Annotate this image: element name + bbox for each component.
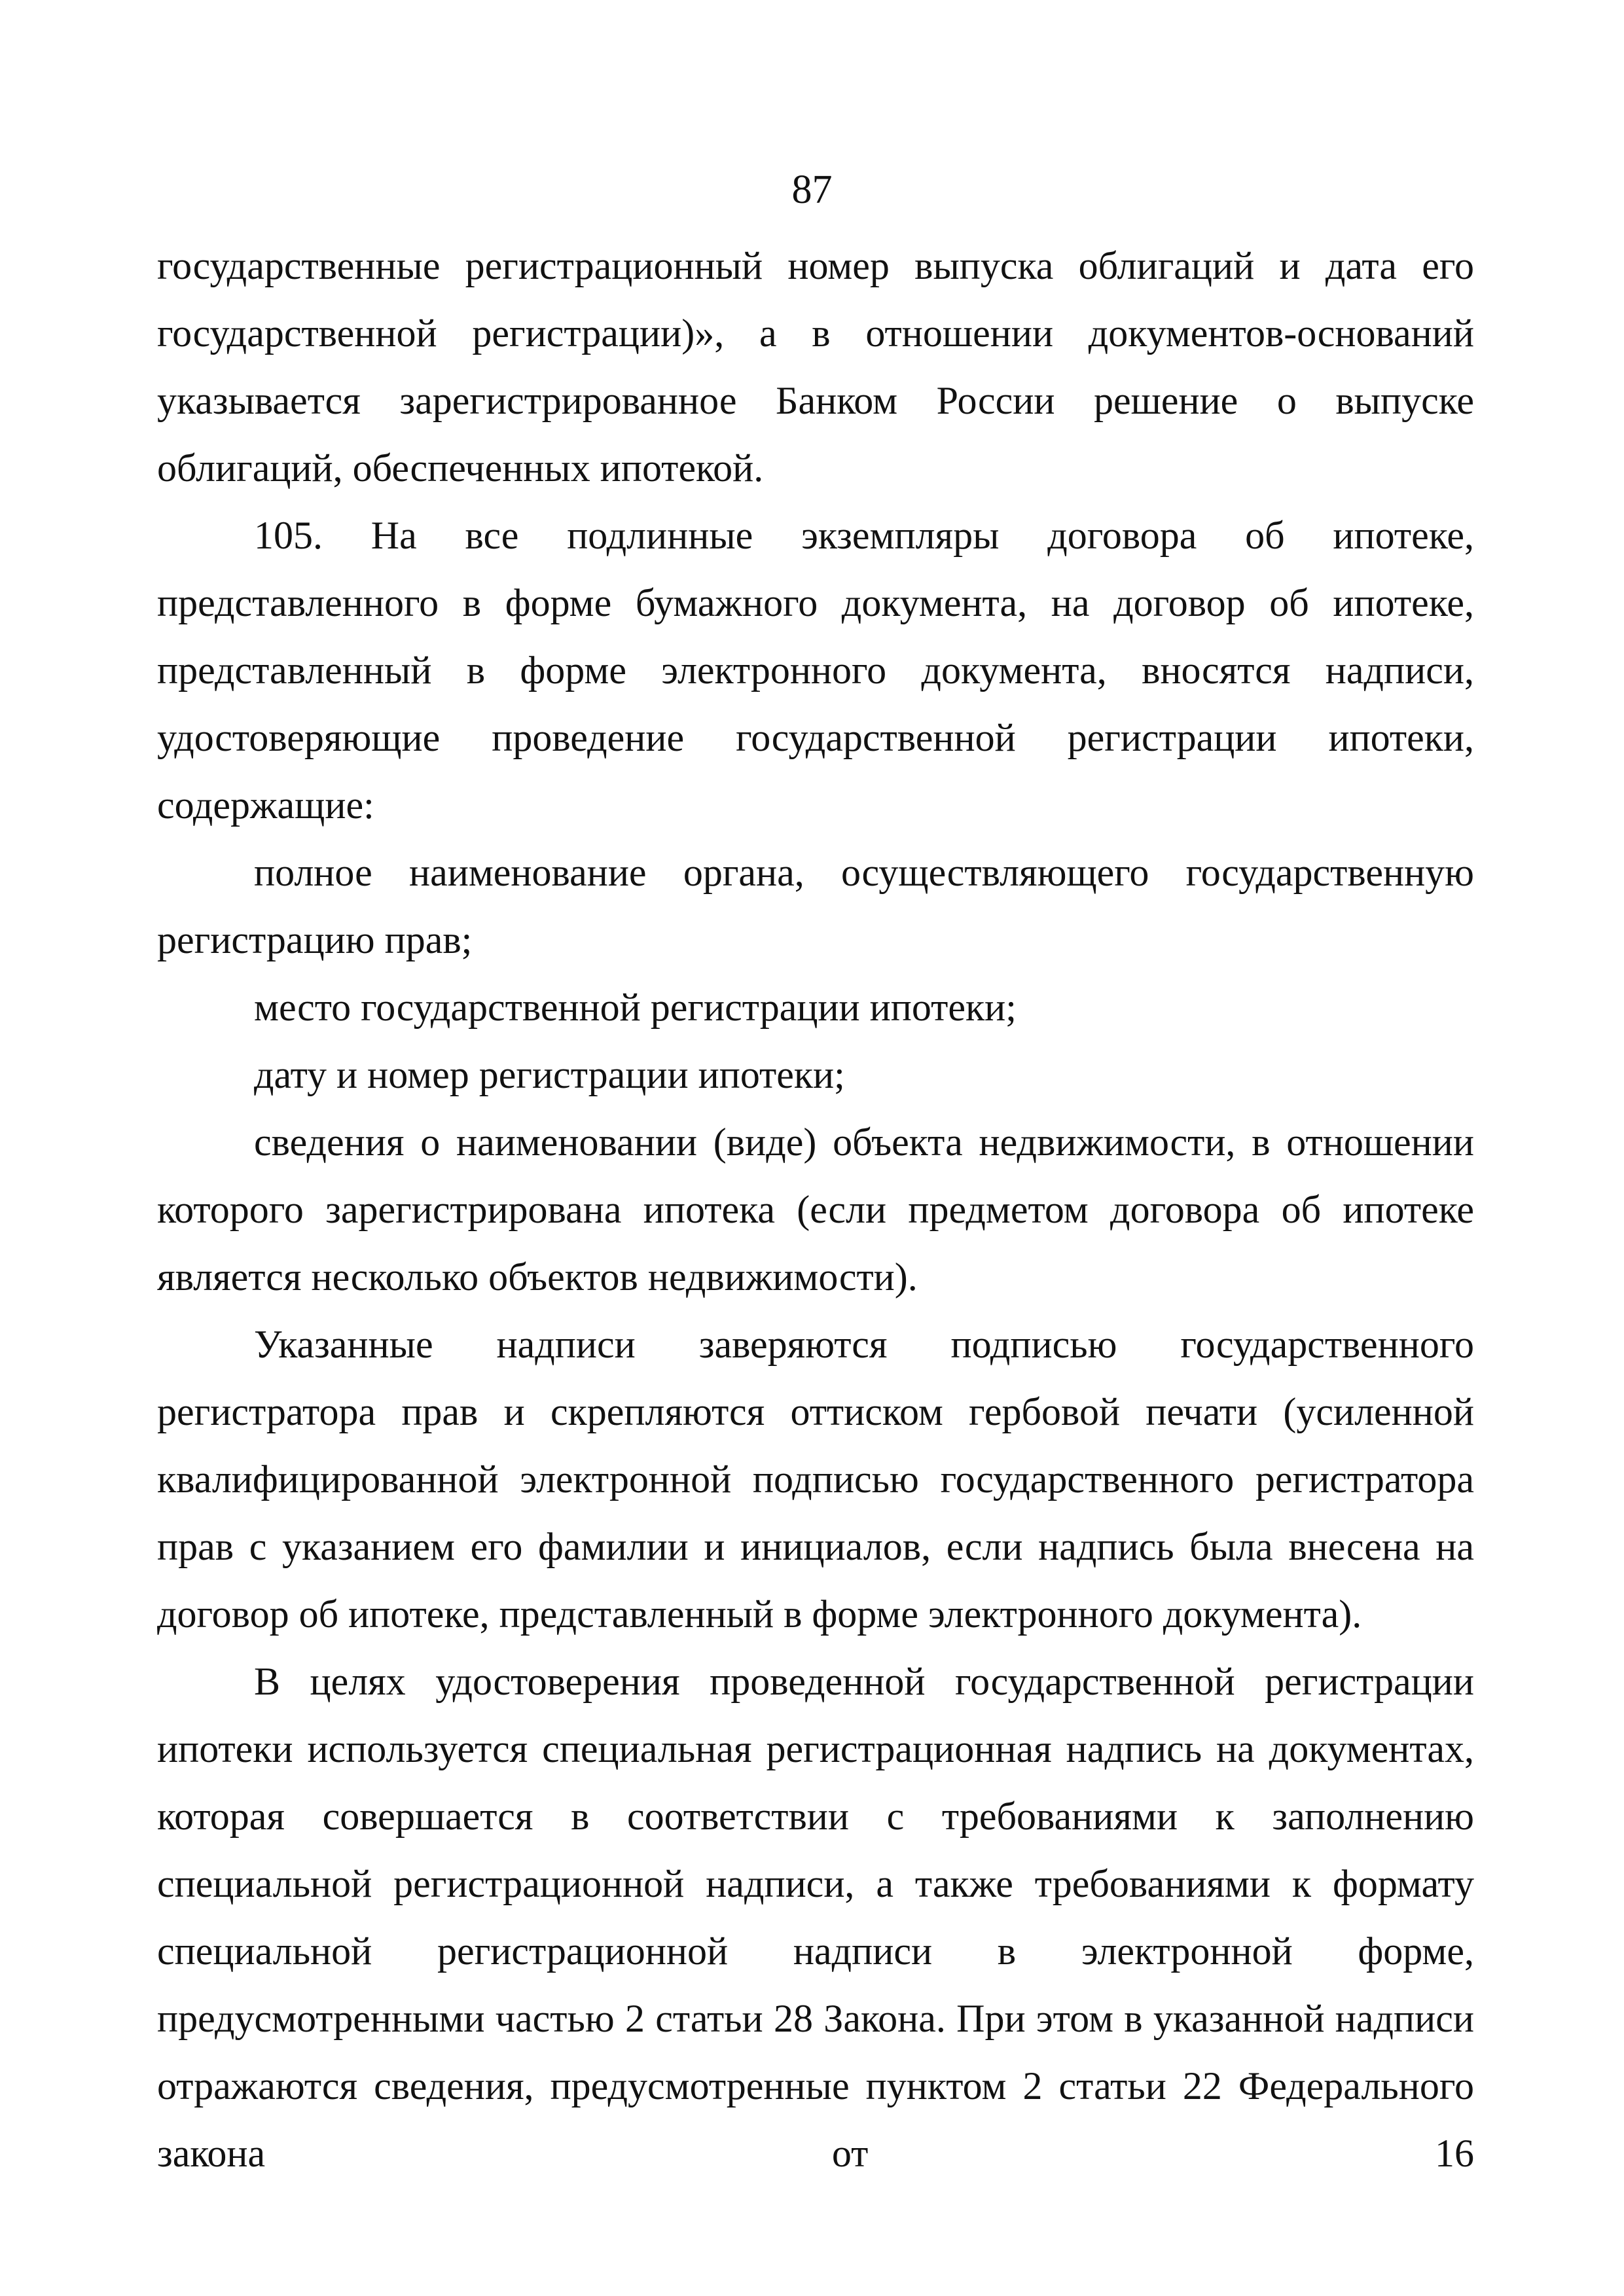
paragraph-signature-seal: Указанные надписи заверяются подписью государственного регистратора прав и скрепляются оттиском гербовой печати (усиленной квалифицированной электронной подписью государственного регистратора прав с указанием его фамилии и инициалов, если надпись была внесена на договор об ипотеке, представленный в форме электронного документа).	[157, 1323, 1474, 1636]
paragraph-105: 105. На все подлинные экземпляры договора об ипотеке, представленного в форме бумажного документа, на договор об ипотеке, представленный в форме электронного документа, вносятся надписи, удостоверяющие проведение государственной регистрации ипотеки, содержащие:	[157, 514, 1474, 827]
paragraph-continuation: государственные регистрационный номер выпуска облигаций и дата его государственной регистрации)», а в отношении документов-оснований указывается зарегистрированное Банком России решение о выпуске облигаций, обеспеченных ипотекой.	[157, 244, 1474, 490]
page-number: 87	[791, 168, 833, 212]
list-item-organ-name: полное наименование органа, осуществляющего государственную регистрацию прав;	[157, 851, 1474, 961]
paragraph-special-inscription: В целях удостоверения проведенной государственной регистрации ипотеки используется специальная регистрационная надпись на документах, которая совершается в соответствии с требованиями к заполнению специальной регистрационной надписи, а также требованиями к формату специальной регистрационной надписи в электронной форме, предусмотренными частью 2 статьи 28 Закона. При этом в указанной надписи отражаются сведения, предусмотренные пунктом 2 статьи 22 Федерального закона от 16	[157, 1660, 1474, 2175]
list-item-property-info: сведения о наименовании (виде) объекта недвижимости, в отношении которого зарегистрирована ипотека (если предметом договора об ипотеке является несколько объектов недвижимости).	[157, 1121, 1474, 1299]
list-item-date-number: дату и номер регистрации ипотеки;	[254, 1053, 845, 1096]
document-body	[157, 232, 1474, 2187]
list-item-registration-place: место государственной регистрации ипотеки;	[254, 986, 1017, 1029]
